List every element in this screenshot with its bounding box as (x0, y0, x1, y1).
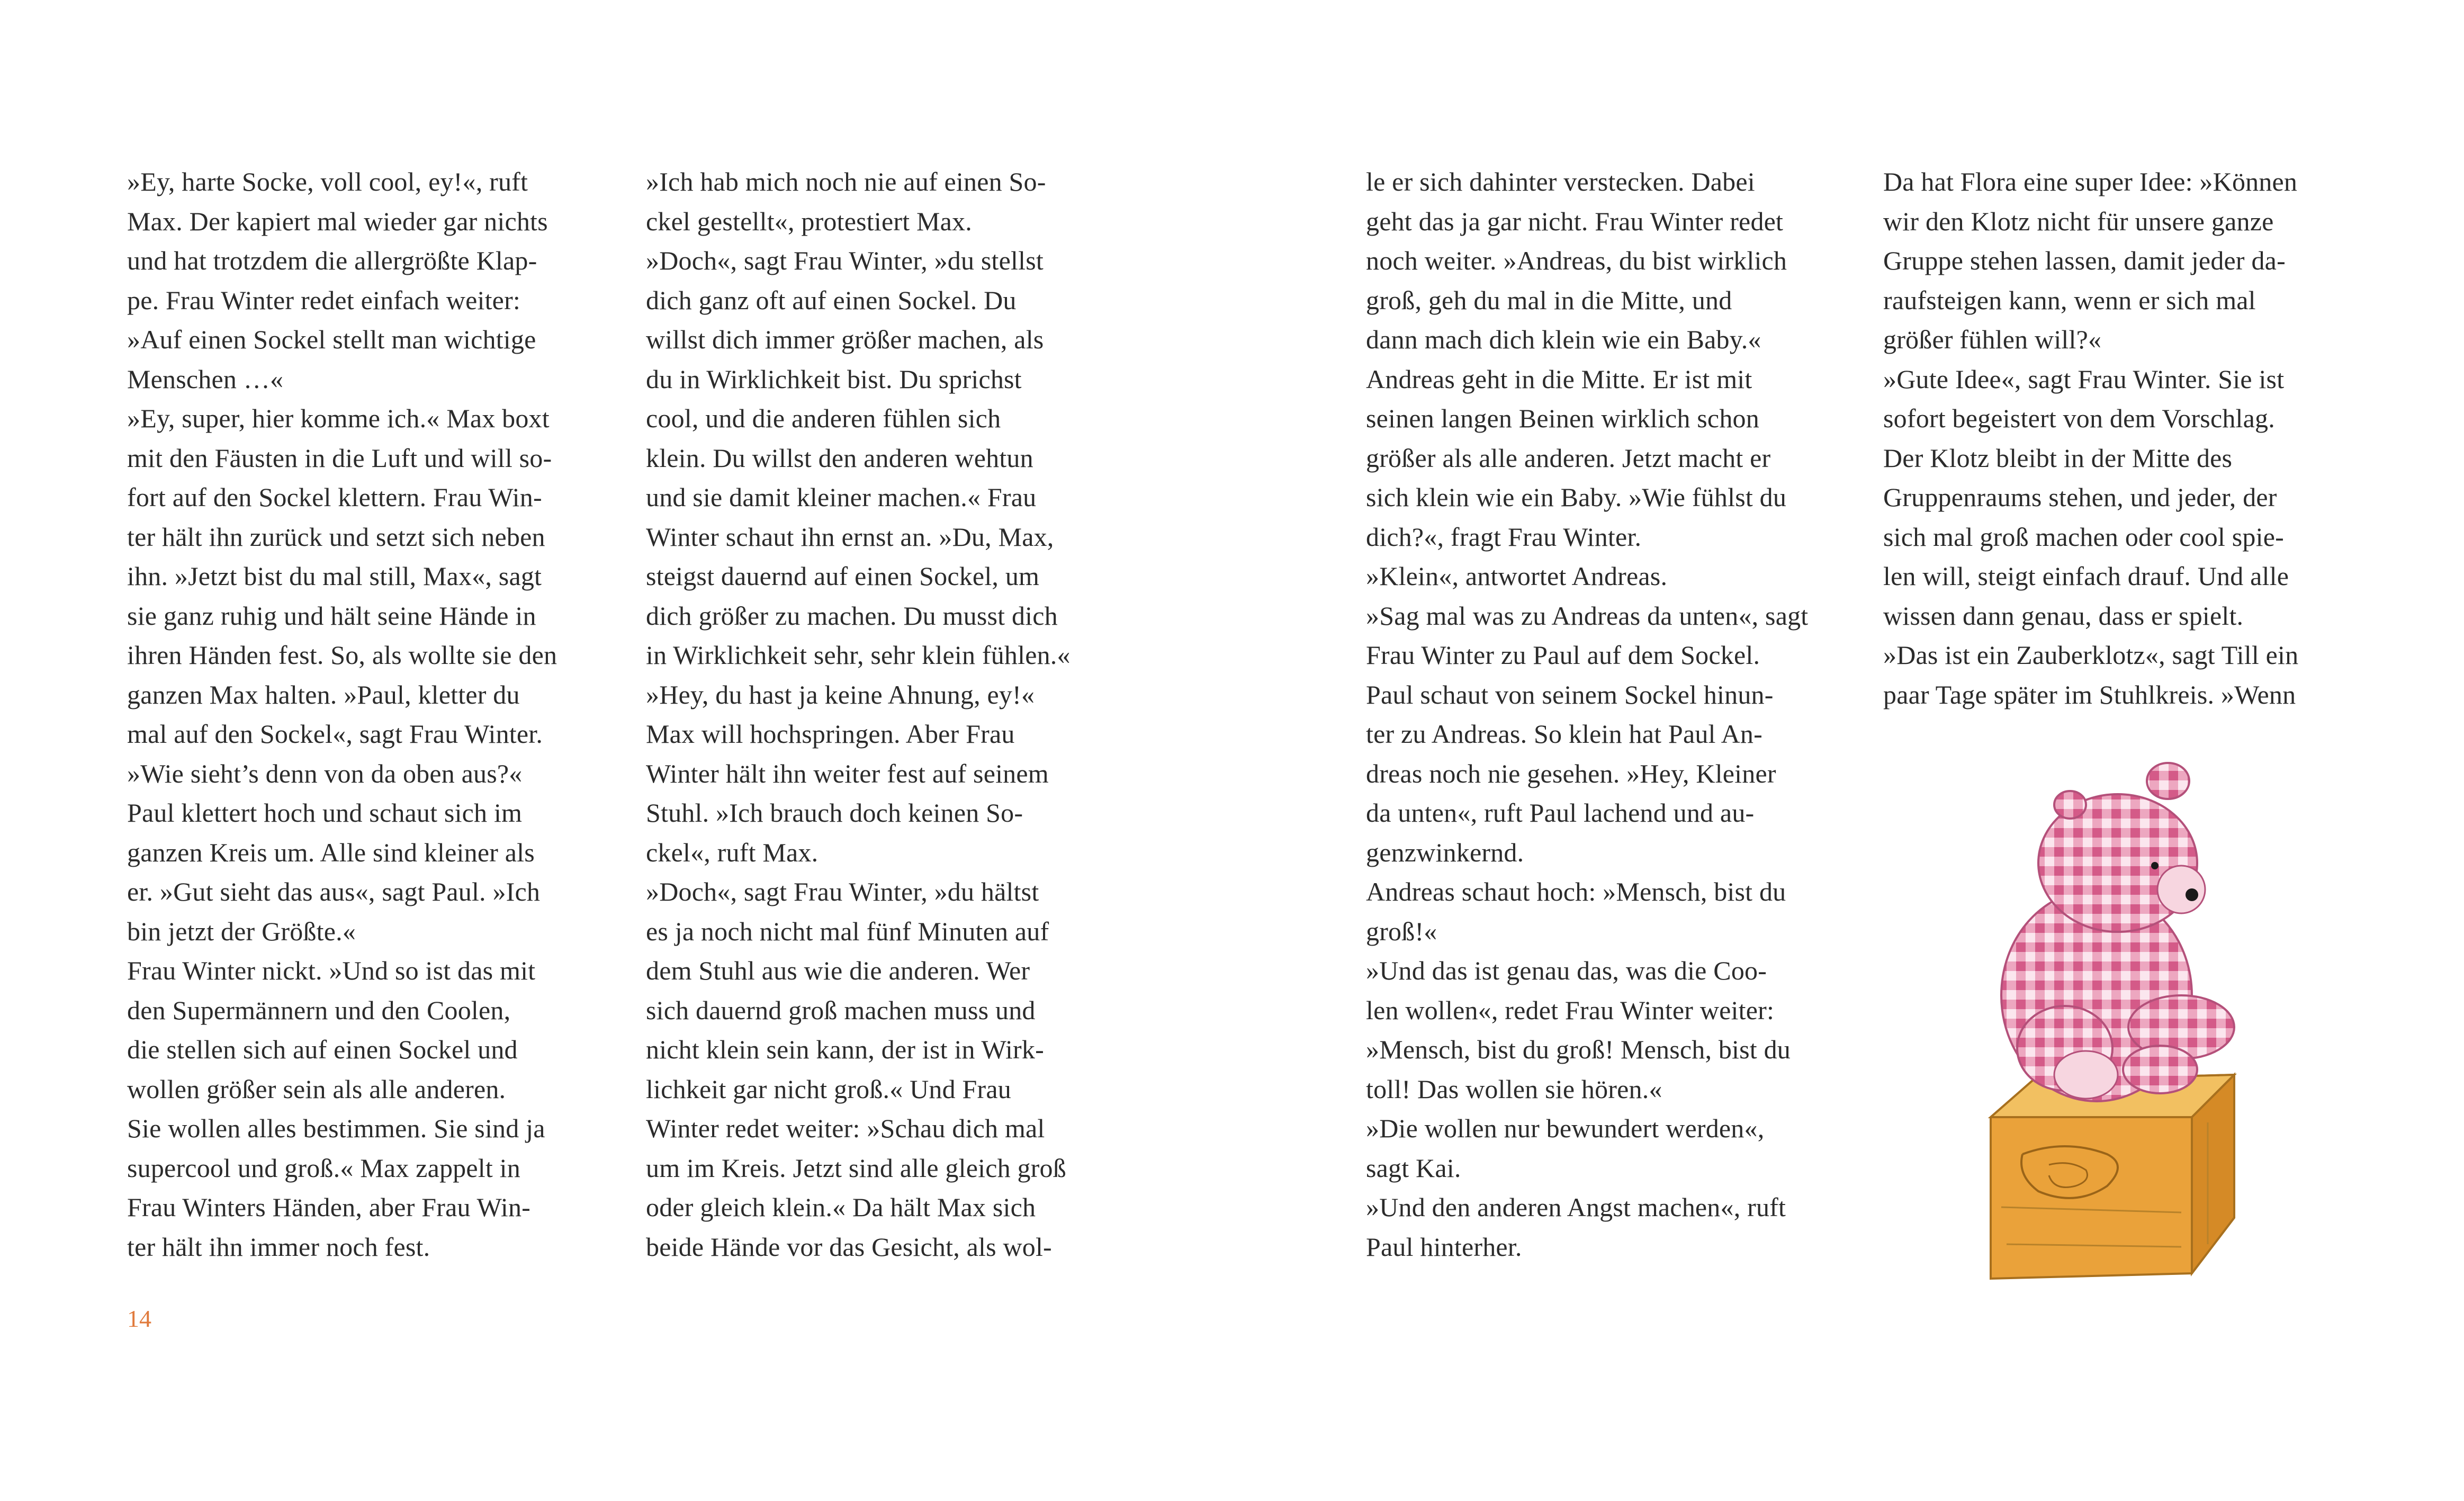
text-line: »Hey, du hast ja keine Ahnung, ey!« (646, 679, 1035, 709)
text-line: nicht klein sein kann, der ist in Wirk- (646, 1035, 1044, 1064)
text-line: wir den Klotz nicht für unsere ganze (1883, 206, 2274, 236)
text-line: den Supermännern und den Coolen, (127, 995, 511, 1025)
text-line: len will, steigt einfach drauf. Und alle (1883, 561, 2289, 591)
text-line: Stuhl. »Ich brauch doch keinen So- (646, 798, 1023, 828)
text-line: dich?«, fragt Frau Winter. (1366, 522, 1642, 552)
text-line: »Mensch, bist du groß! Mensch, bist du (1366, 1035, 1791, 1064)
text-line: ganzen Kreis um. Alle sind kleiner als (127, 837, 535, 867)
text-line: ganzen Max halten. »Paul, kletter du (127, 679, 520, 709)
text-line: klein. Du willst den anderen wehtun (646, 443, 1033, 473)
text-line: steigst dauernd auf einen Sockel, um (646, 561, 1040, 591)
text-line: ihren Händen fest. So, als wollte sie den (127, 640, 557, 670)
bear-nose (2186, 888, 2198, 901)
text-line: »Doch«, sagt Frau Winter, »du hältst (646, 877, 1039, 906)
text-line: »Klein«, antwortet Andreas. (1366, 561, 1668, 591)
text-line: ckel gestellt«, protestiert Max. (646, 206, 972, 236)
page-number: 14 (127, 1305, 151, 1332)
text-line: Paul hinterher. (1366, 1232, 1522, 1262)
wooden-box (1991, 1075, 2234, 1279)
text-line: groß, geh du mal in die Mitte, und (1366, 285, 1732, 315)
text-line: ckel«, ruft Max. (646, 837, 819, 867)
text-line: lichkeit gar nicht groß.« Und Frau (646, 1074, 1011, 1104)
text-line: Frau Winter zu Paul auf dem Sockel. (1366, 640, 1760, 670)
text-line: größer als alle anderen. Jetzt macht er (1366, 443, 1771, 473)
text-line: supercool und groß.« Max zappelt in (127, 1153, 520, 1183)
text-line: dich größer zu machen. Du musst dich (646, 600, 1058, 631)
text-line: geht das ja gar nicht. Frau Winter redet (1366, 206, 1784, 236)
text-line: sich mal groß machen oder cool spie- (1883, 522, 2284, 552)
text-line: Winter redet weiter: »Schau dich mal (646, 1113, 1045, 1143)
text-line: wissen dann genau, dass er spielt. (1883, 600, 2244, 631)
text-line: »Und das ist genau das, was die Coo- (1366, 956, 1767, 985)
text-line: Max will hochspringen. Aber Frau (646, 719, 1015, 749)
text-line: »Und den anderen Angst machen«, ruft (1366, 1192, 1786, 1222)
text-line: »Doch«, sagt Frau Winter, »du stellst (646, 246, 1044, 275)
text-line: paar Tage später im Stuhlkreis. »Wenn (1883, 679, 2296, 709)
text-line: sie ganz ruhig und hält seine Hände in (127, 600, 536, 631)
text-line: Der Klotz bleibt in der Mitte des (1883, 443, 2233, 473)
text-line: toll! Das wollen sie hören.« (1366, 1074, 1662, 1104)
text-line: in Wirklichkeit sehr, sehr klein fühlen.« (646, 640, 1071, 670)
text-line: sich klein wie ein Baby. »Wie fühlst du (1366, 482, 1787, 512)
text-line: »Ich hab mich noch nie auf einen So- (646, 167, 1046, 196)
text-line: ter hält ihn immer noch fest. (127, 1232, 430, 1262)
text-line: groß!« (1366, 916, 1437, 946)
text-line: Da hat Flora eine super Idee: »Können (1883, 167, 2298, 196)
bear-on-box-illustration (1959, 752, 2319, 1313)
text-line: raufsteigen kann, wenn er sich mal (1883, 285, 2256, 315)
text-line: seinen langen Beinen wirklich schon (1366, 403, 1759, 433)
text-line: die stellen sich auf einen Sockel und (127, 1035, 518, 1064)
text-line: Gruppe stehen lassen, damit jeder da- (1883, 246, 2286, 275)
text-line: »Gute Idee«, sagt Frau Winter. Sie ist (1883, 364, 2285, 394)
text-line: pe. Frau Winter redet einfach weiter: (127, 285, 521, 315)
text-line: Winter hält ihn weiter fest auf seinem (646, 758, 1049, 788)
text-line: mit den Fäusten in die Luft und will so- (127, 443, 552, 473)
text-line: oder gleich klein.« Da hält Max sich (646, 1192, 1036, 1222)
text-line: sagt Kai. (1366, 1153, 1461, 1183)
text-line: ihn. »Jetzt bist du mal still, Max«, sagt (127, 561, 542, 591)
text-line: ter hält ihn zurück und setzt sich neben (127, 522, 545, 552)
text-line: und sie damit kleiner machen.« Frau (646, 482, 1037, 512)
text-column-1 (127, 162, 557, 1266)
text-line: da unten«, ruft Paul lachend und au- (1366, 798, 1755, 828)
text-line: Sie wollen alles bestimmen. Sie sind ja (127, 1113, 545, 1143)
text-line: beide Hände vor das Gesicht, als wol- (646, 1232, 1052, 1262)
text-line: er. »Gut sieht das aus«, sagt Paul. »Ich (127, 877, 541, 906)
text-line: len wollen«, redet Frau Winter weiter: (1366, 995, 1775, 1025)
text-line: wollen größer sein als alle anderen. (127, 1074, 506, 1104)
text-line: bin jetzt der Größte.« (127, 916, 356, 946)
text-line: willst dich immer größer machen, als (646, 325, 1044, 354)
text-line: »Sag mal was zu Andreas da unten«, sagt (1366, 600, 1809, 631)
text-line: dreas noch nie gesehen. »Hey, Kleiner (1366, 758, 1776, 788)
text-line: um im Kreis. Jetzt sind alle gleich groß (646, 1153, 1066, 1183)
text-line: ter zu Andreas. So klein hat Paul An- (1366, 719, 1762, 749)
text-line: größer fühlen will?« (1883, 325, 2102, 354)
text-line: »Das ist ein Zauberklotz«, sagt Till ein (1883, 640, 2299, 670)
text-line: es ja noch nicht mal fünf Minuten auf (646, 916, 1049, 946)
text-line: Max. Der kapiert mal wieder gar nichts (127, 206, 548, 236)
pink-bear (2001, 763, 2234, 1101)
text-line: mal auf den Sockel«, sagt Frau Winter. (127, 719, 543, 749)
text-line: fort auf den Sockel klettern. Frau Win- (127, 482, 542, 512)
text-column-4 (1883, 162, 2298, 714)
text-line: sofort begeistert von dem Vorschlag. (1883, 403, 2275, 433)
text-line: dann mach dich klein wie ein Baby.« (1366, 325, 1761, 354)
bear-eye (2151, 862, 2159, 869)
text-line: Paul klettert hoch und schaut sich im (127, 798, 523, 828)
text-column-2 (646, 162, 1071, 1266)
text-line: Gruppenraums stehen, und jeder, der (1883, 482, 2277, 512)
text-line: Paul schaut von seinem Sockel hinun- (1366, 679, 1774, 709)
text-line: cool, und die anderen fühlen sich (646, 403, 1001, 433)
text-line: Menschen …« (127, 364, 284, 394)
text-line: dem Stuhl aus wie die anderen. Wer (646, 956, 1030, 985)
text-line: dich ganz oft auf einen Sockel. Du (646, 285, 1017, 315)
text-line: sich dauernd groß machen muss und (646, 995, 1036, 1025)
text-line: Frau Winters Händen, aber Frau Win- (127, 1192, 531, 1222)
text-line: noch weiter. »Andreas, du bist wirklich (1366, 246, 1787, 275)
text-column-3 (1366, 162, 1808, 1266)
text-line: »Ey, super, hier komme ich.« Max boxt (127, 403, 550, 433)
text-line: »Ey, harte Socke, voll cool, ey!«, ruft (127, 167, 528, 196)
text-line: »Wie sieht’s denn von da oben aus?« (127, 758, 523, 788)
text-line: du in Wirklichkeit bist. Du sprichst (646, 364, 1022, 394)
text-line: »Auf einen Sockel stellt man wichtige (127, 325, 536, 354)
text-line: Winter schaut ihn ernst an. »Du, Max, (646, 522, 1054, 552)
text-line: Andreas schaut hoch: »Mensch, bist du (1366, 877, 1786, 906)
text-line: »Die wollen nur bewundert werden«, (1366, 1113, 1765, 1143)
text-line: Andreas geht in die Mitte. Er ist mit (1366, 364, 1752, 394)
text-line: le er sich dahinter verstecken. Dabei (1366, 167, 1755, 196)
text-line: und hat trotzdem die allergrößte Klap- (127, 246, 537, 275)
text-line: genzwinkernd. (1366, 837, 1524, 867)
text-line: Frau Winter nickt. »Und so ist das mit (127, 956, 536, 985)
